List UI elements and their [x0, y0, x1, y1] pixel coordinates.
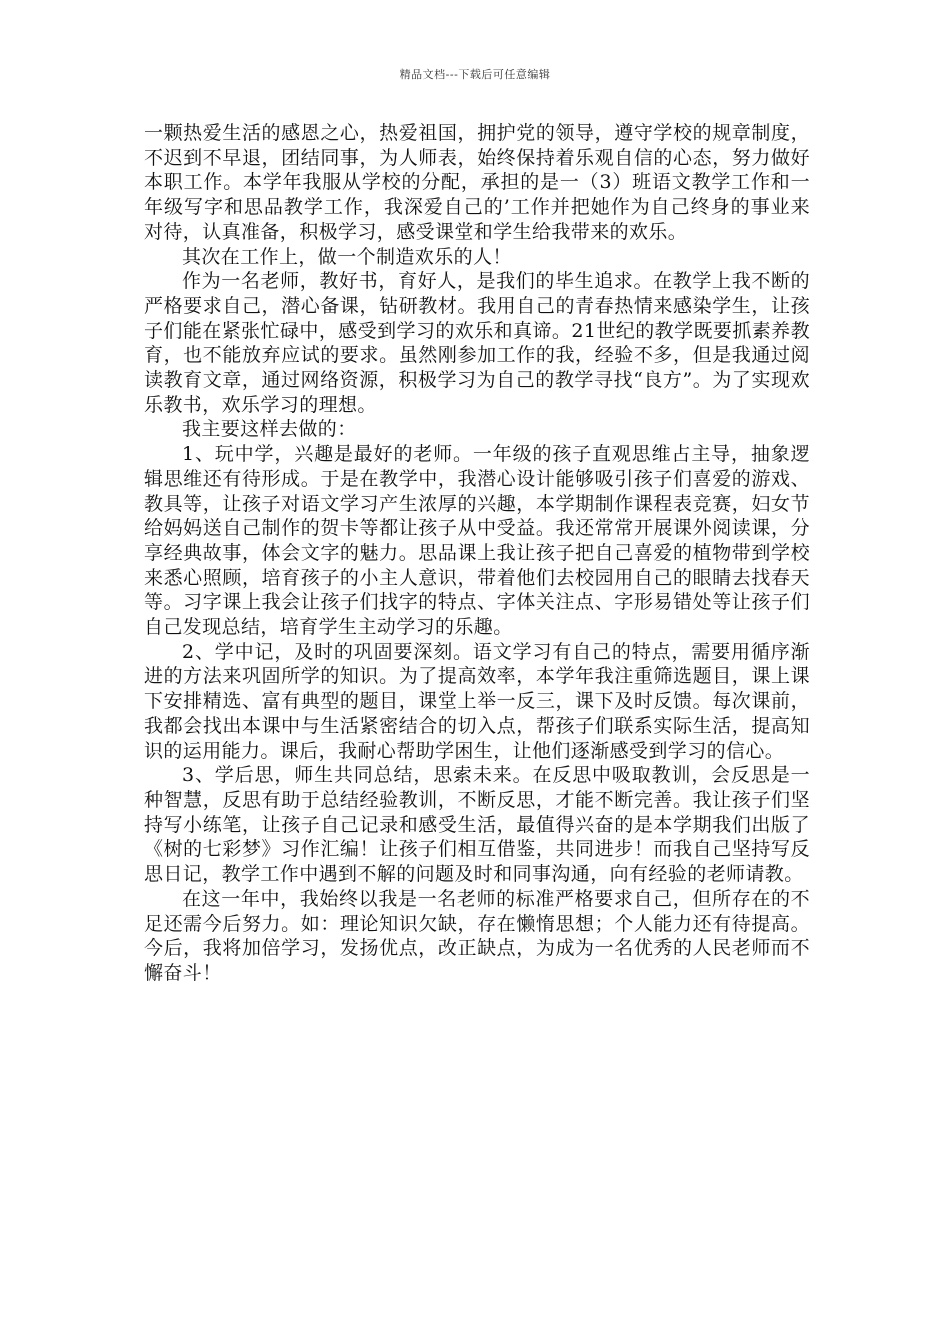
paragraph-teaching-goal: 作为一名老师，教好书，育好人，是我们的毕生追求。在教学上我不断的严格要求自己，潜心备课，钻研教材。我用自己的青春热情来感染学生，让孩子们能在紧张忙碌中，感受到学习的欢乐和真谛。21世纪的教学既要抓素养教育，也不能放弃应试的要求。虽然刚参加工作的我，经验不多，但是我通过阅读教育文章，通过网络资源，积极学习为自己的教学寻找“良方”。为了实现欢乐教书，欢乐学习的理想。	[144, 270, 810, 416]
document-body	[144, 121, 810, 986]
paragraph-conclusion: 在这一年中，我始终以我是一名老师的标准严格要求自己，但所存在的不足还需今后努力。如：理论知识欠缺，存在懒惰思想；个人能力还有待提高。今后，我将加倍学习，发扬优点，改正缺点，为成为一名优秀的人民老师而不懈奋斗！	[144, 887, 810, 984]
paragraph-methods-heading: 我主要这样去做的：	[182, 418, 357, 441]
paragraph-method-1: 1、玩中学，兴趣是最好的老师。一年级的孩子直观思维占主导，抽象逻辑思维还有待形成。于是在教学中，我潜心设计能够吸引孩子们喜爱的游戏、教具等，让孩子对语文学习产生浓厚的兴趣，本学期制作课程表竞赛，妇女节给妈妈送自己制作的贺卡等都让孩子从中受益。我还常常开展课外阅读课，分享经典故事，体会文字的魅力。思品课上我让孩子把自己喜爱的植物带到学校来悉心照顾，培育孩子的小主人意识，带着他们去校园用自己的眼睛去找春天等。习字课上我会让孩子们找字的特点、字体关注点、字形易错处等让孩子们自己发现总结，培育学生主动学习的乐趣。	[144, 443, 810, 639]
paragraph-method-2: 2、学中记，及时的巩固要深刻。语文学习有自己的特点，需要用循序渐进的方法来巩固所学的知识。为了提高效率，本学年我注重筛选题目，课上课下安排精选、富有典型的题目，课堂上举一反三，课下及时反馈。每次课前，我都会找出本课中与生活紧密结合的切入点，帮孩子们联系实际生活，提高知识的运用能力。课后，我耐心帮助学困生，让他们逐渐感受到学习的信心。	[144, 640, 810, 762]
paragraph-work-heading: 其次在工作上，做一个制造欢乐的人！	[182, 245, 512, 268]
paragraph-method-3: 3、学后思，师生共同总结，思索未来。在反思中吸取教训，会反思是一种智慧，反思有助于总结经验教训，不断反思，才能不断完善。我让孩子们坚持写小练笔，让孩子自己记录和感受生活，最值得兴奋的是本学期我们出版了《树的七彩梦》习作汇编！让孩子们相互借鉴，共同进步！而我自己坚持写反思日记，教学工作中遇到不解的问题及时和同事沟通，向有经验的老师请教。	[144, 764, 810, 886]
paragraph-intro: 一颗热爱生活的感恩之心，热爱祖国，拥护党的领导，遵守学校的规章制度，不迟到不早退，团结同事，为人师表，始终保持着乐观自信的心态，努力做好本职工作。本学年我服从学校的分配，承担的是一（3）班语文教学工作和一年级写字和思品教学工作，我深爱自己的’工作并把她作为自己终身的事业来对待，认真准备，积极学习，感受课堂和学生给我带来的欢乐。	[144, 122, 810, 243]
page-header: 精品文档---下载后可任意编辑	[399, 68, 551, 81]
